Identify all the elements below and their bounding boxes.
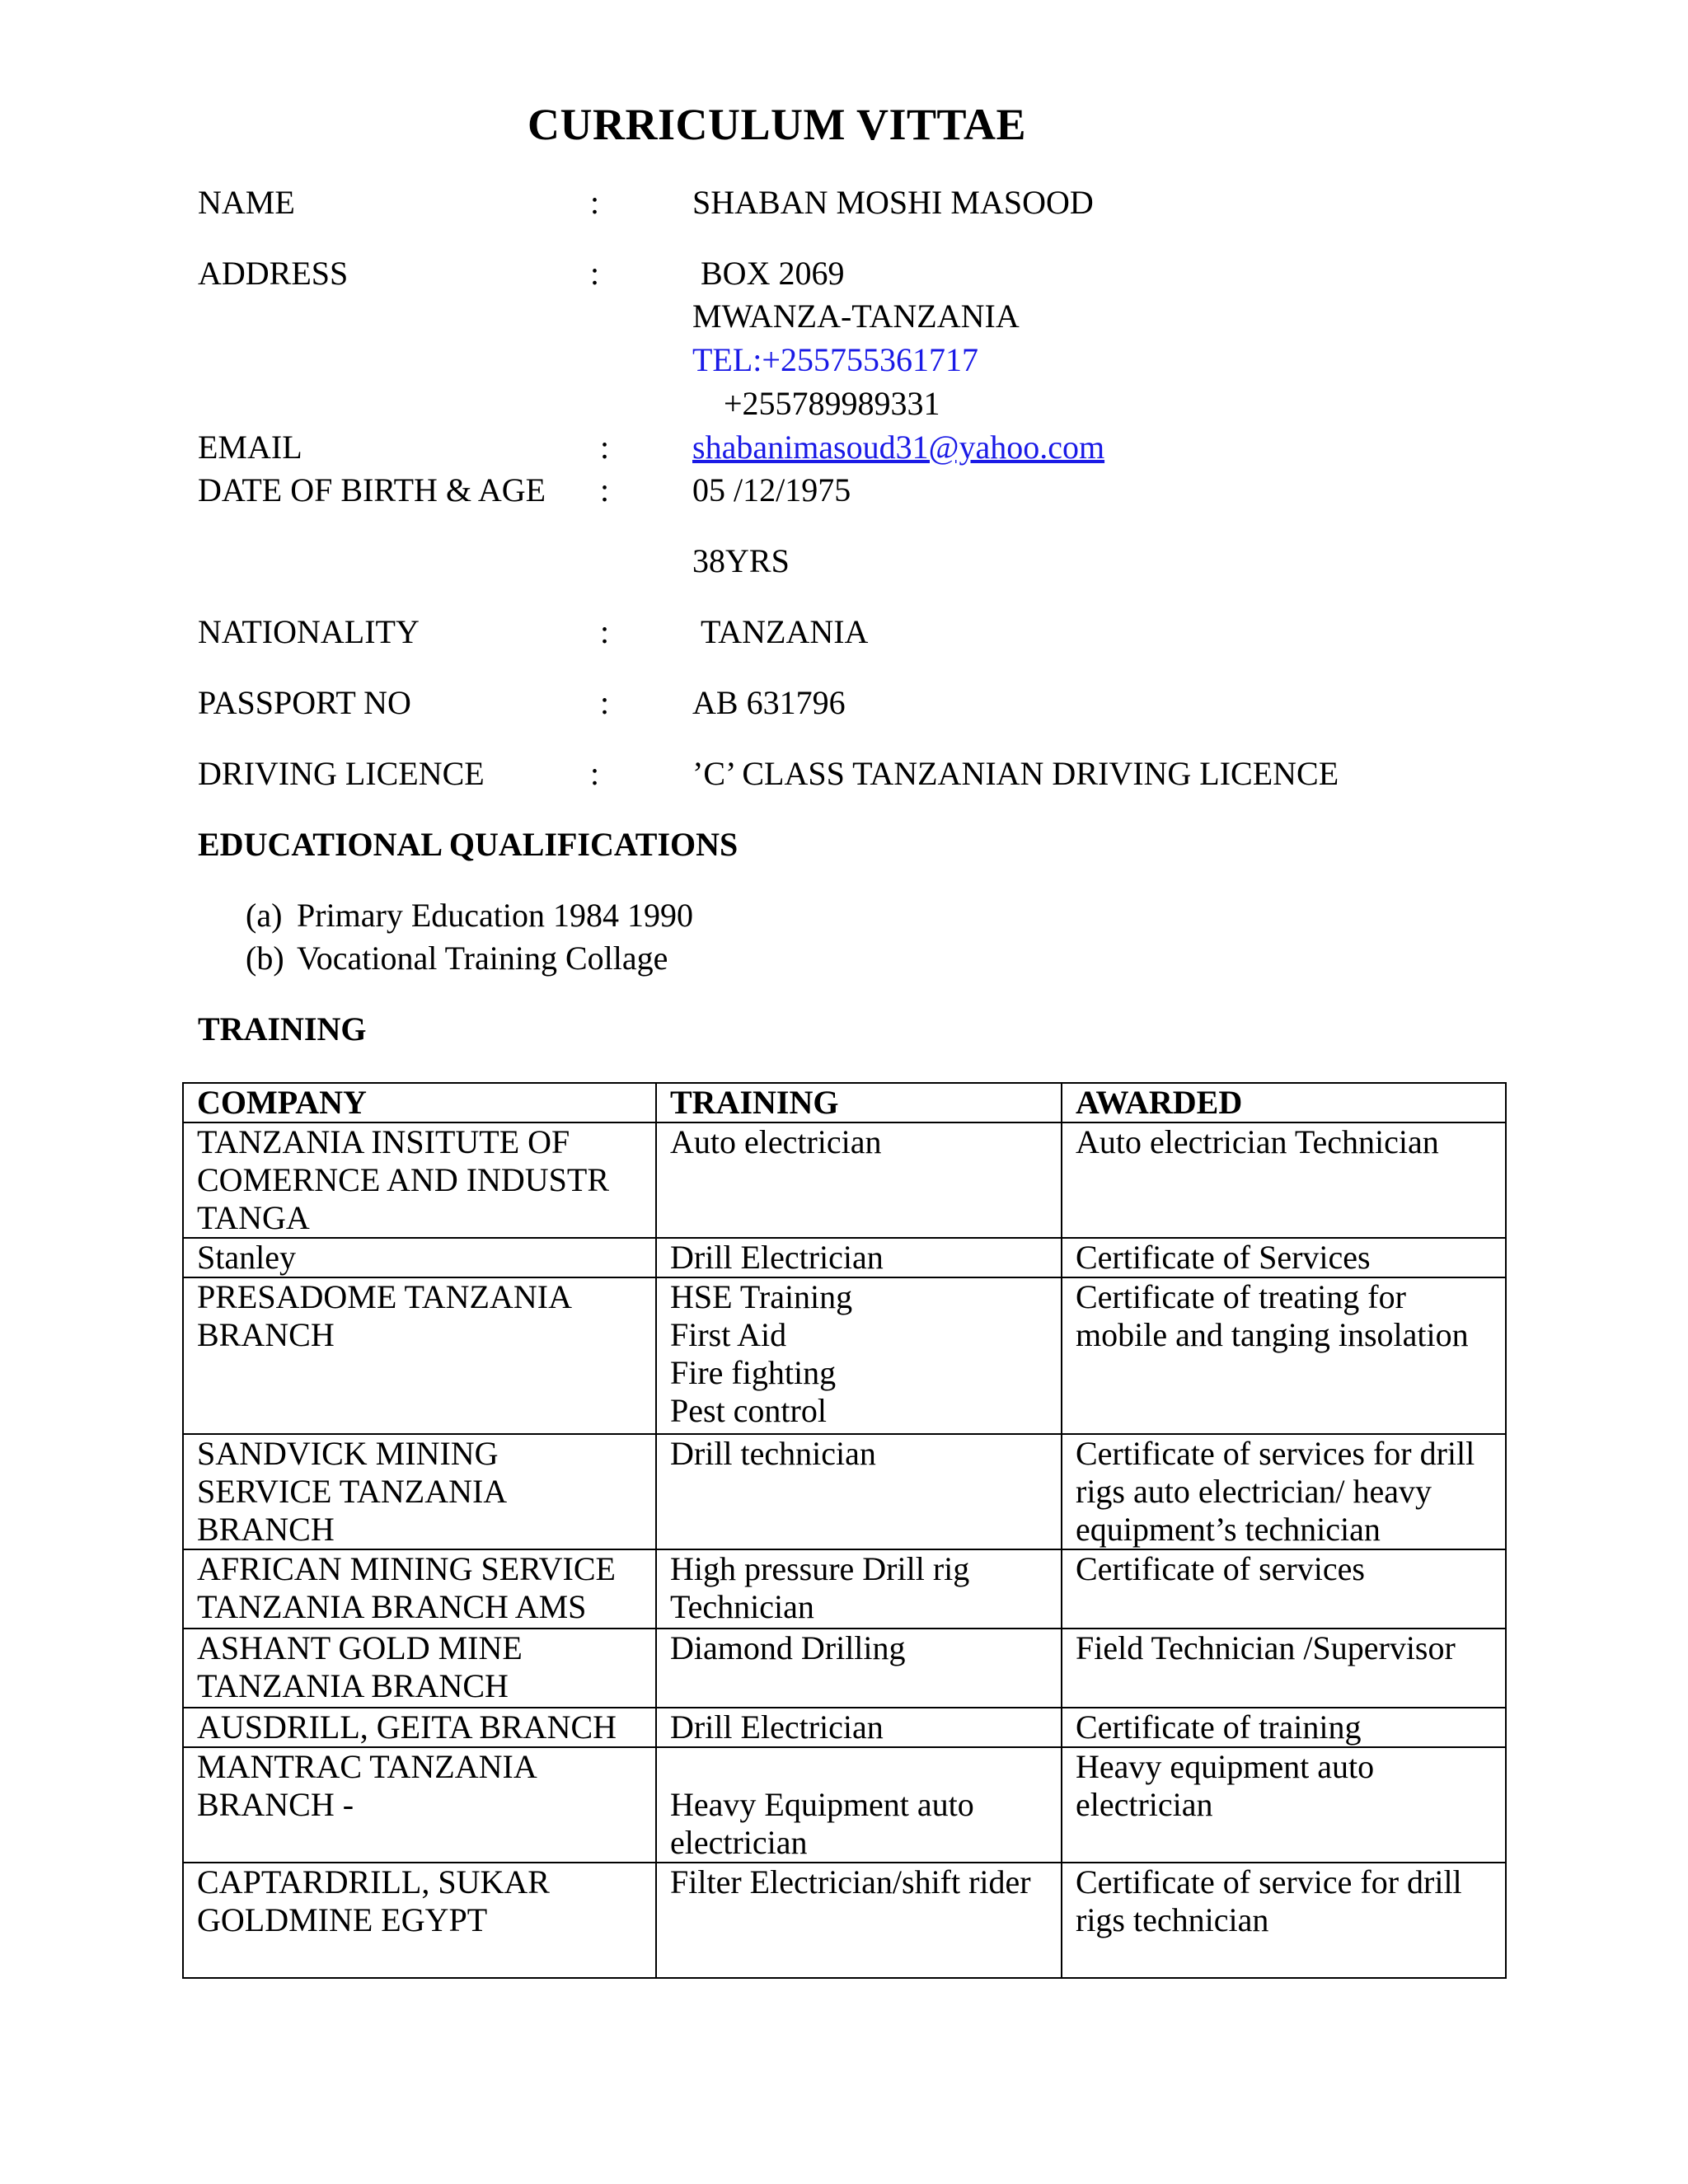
table-row [183, 1122, 1506, 1238]
name-value: SHABAN MOSHI MASOOD [692, 184, 1094, 221]
training-cell: Diamond Drilling [656, 1629, 1062, 1708]
table-row [183, 1747, 1506, 1863]
education-item-text: Vocational Training Collage [297, 940, 668, 977]
email-link[interactable]: shabanimasoud31@yahoo.com [692, 429, 1105, 466]
company-cell: PRESADOME TANZANIA BRANCH [183, 1277, 656, 1434]
email-label: EMAIL [198, 429, 302, 466]
email-colon: : [600, 429, 610, 466]
company-cell: TANZANIA INSITUTE OF COMERNCE AND INDUSTR TANGA [183, 1122, 656, 1238]
address-line2: MWANZA-TANZANIA [692, 298, 1020, 335]
address-label: ADDRESS [198, 255, 349, 292]
name-label: NAME [198, 184, 295, 221]
column-header-company: COMPANY [183, 1083, 656, 1122]
awarded-cell: Certificate of services for drill rigs auto electrician/ heavy equipment’s technician [1062, 1434, 1506, 1549]
education-heading: EDUCATIONAL QUALIFICATIONS [198, 826, 738, 863]
company-cell: ASHANT GOLD MINE TANZANIA BRANCH [183, 1629, 656, 1708]
telephone: TEL:+255755361717 [692, 341, 978, 378]
training-cell: Auto electrician [656, 1122, 1062, 1238]
education-item-mark: (a) [246, 897, 283, 934]
column-header-awarded: AWARDED [1062, 1083, 1506, 1122]
training-cell: Drill technician [656, 1434, 1062, 1549]
company-cell: AFRICAN MINING SERVICE TANZANIA BRANCH AMS [183, 1549, 656, 1629]
company-cell: CAPTARDRILL, SUKAR GOLDMINE EGYPT [183, 1863, 656, 1978]
table-row [183, 1549, 1506, 1629]
training-cell: Heavy Equipment auto electrician [656, 1747, 1062, 1863]
nationality-label: NATIONALITY [198, 613, 420, 650]
training-cell: HSE Training First Aid Fire fighting Pest control [656, 1277, 1062, 1434]
telephone-2: +255789989331 [724, 385, 940, 422]
training-cell: Drill Electrician [656, 1708, 1062, 1747]
awarded-cell: Heavy equipment auto electrician [1062, 1747, 1506, 1863]
company-cell: AUSDRILL, GEITA BRANCH [183, 1708, 656, 1747]
table-header-row [183, 1083, 1506, 1122]
education-item-mark: (b) [246, 940, 284, 977]
table-row [183, 1863, 1506, 1978]
awarded-cell: Certificate of service for drill rigs technician [1062, 1863, 1506, 1978]
name-colon: : [590, 184, 600, 221]
education-item [246, 937, 668, 980]
awarded-cell: Certificate of training [1062, 1708, 1506, 1747]
document-title: CURRICULUM VITTAE [528, 100, 1027, 149]
training-table [182, 1082, 1507, 1979]
passport-value: AB 631796 [692, 684, 846, 721]
dob-colon: : [600, 471, 610, 509]
training-heading: TRAINING [198, 1010, 367, 1047]
table-row [183, 1629, 1506, 1708]
company-cell: MANTRAC TANZANIA BRANCH - [183, 1747, 656, 1863]
column-header-training: TRAINING [656, 1083, 1062, 1122]
address-colon: : [590, 255, 600, 292]
licence-label: DRIVING LICENCE [198, 755, 485, 792]
table-row [183, 1277, 1506, 1434]
passport-colon: : [600, 684, 610, 721]
education-item [246, 894, 693, 937]
awarded-cell: Certificate of services [1062, 1549, 1506, 1629]
education-item-text: Primary Education 1984 1990 [297, 897, 694, 934]
nationality-colon: : [600, 613, 610, 650]
passport-label: PASSPORT NO [198, 684, 411, 721]
training-cell: Drill Electrician [656, 1238, 1062, 1277]
table-row [183, 1434, 1506, 1549]
licence-colon: : [590, 755, 600, 792]
table-row [183, 1238, 1506, 1277]
age-value: 38YRS [692, 542, 790, 579]
company-cell: SANDVICK MINING SERVICE TANZANIA BRANCH [183, 1434, 656, 1549]
dob-value: 05 /12/1975 [692, 471, 851, 509]
dob-label: DATE OF BIRTH & AGE [198, 471, 546, 509]
training-cell: High pressure Drill rig Technician [656, 1549, 1062, 1629]
table-row [183, 1708, 1506, 1747]
nationality-value: TANZANIA [701, 613, 869, 650]
awarded-cell: Auto electrician Technician [1062, 1122, 1506, 1238]
licence-value: ’C’ CLASS TANZANIAN DRIVING LICENCE [692, 755, 1339, 792]
company-cell: Stanley [183, 1238, 656, 1277]
training-cell: Filter Electrician/shift rider [656, 1863, 1062, 1978]
address-line1: BOX 2069 [701, 255, 845, 292]
awarded-cell: Field Technician /Supervisor [1062, 1629, 1506, 1708]
awarded-cell: Certificate of Services [1062, 1238, 1506, 1277]
awarded-cell: Certificate of treating for mobile and tanging insolation [1062, 1277, 1506, 1434]
